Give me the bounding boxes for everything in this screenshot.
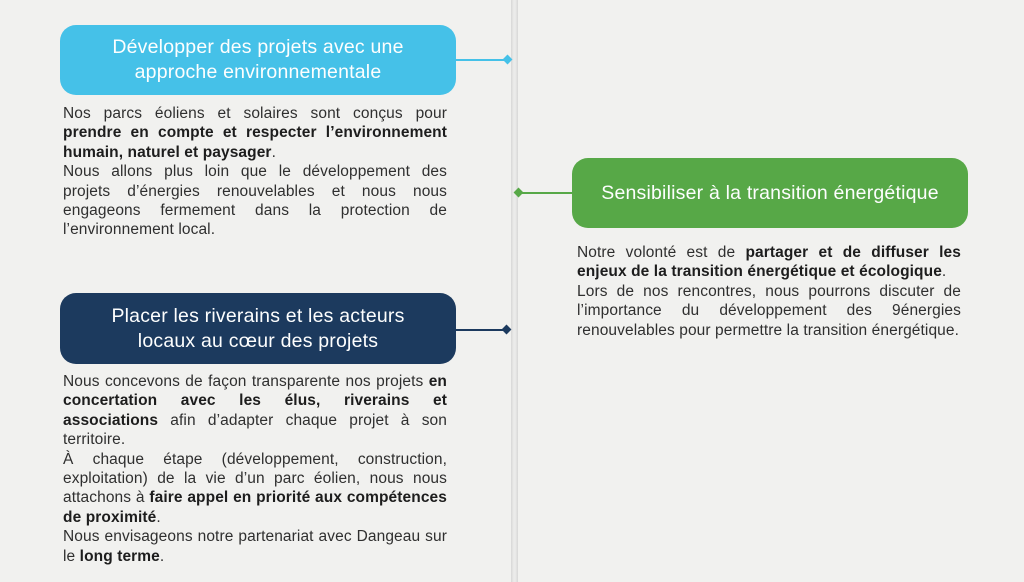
- paragraph: Notre volonté est de partager et de diffuser les enjeux de la transition énergétique et écologique.: [577, 244, 961, 281]
- card-transition-energetique: [572, 158, 968, 228]
- paragraph: Nos parcs éoliens et solaires sont conçus pour prendre en compte et respecter l’environnement humain, naturel et paysager.: [63, 105, 447, 161]
- diamond-marker-icon-navy: [502, 325, 512, 335]
- card-riverains-acteurs-locaux: [60, 293, 456, 364]
- card-body-approche-environnementale: [63, 104, 447, 240]
- paragraph: Nous envisageons notre partenariat avec Dangeau sur le long terme.: [63, 528, 447, 565]
- paragraph: Lors de nos rencontres, nous pourrons discuter de l’importance du développement des 9énergies renouvelables pour permettre la transition énergétique.: [577, 282, 961, 339]
- connector-line-blue: [456, 59, 505, 61]
- connector-line-navy: [456, 329, 504, 331]
- paragraph: À chaque étape (développement, construction, exploitation) de la vie d’un parc éolien, nous nous attachons à faire appel en priorité aux compétences de proximité.: [63, 450, 447, 526]
- connector-line-green: [522, 192, 572, 194]
- card-title-riverains-acteurs-locaux: Placer les riverains et les acteurs locaux au cœur des projets: [111, 304, 405, 352]
- paragraph: Nous concevons de façon transparente nos projets en concertation avec les élus, riverains et associations afin d’adapter chaque projet à son territoire.: [63, 373, 447, 449]
- card-body-transition-energetique: [577, 243, 961, 340]
- vertical-divider: [511, 0, 518, 582]
- card-body-riverains-acteurs-locaux: [63, 372, 447, 566]
- card-title-approche-environnementale: Développer des projets avec une approche environnementale: [112, 36, 404, 83]
- card-approche-environnementale: [60, 25, 456, 95]
- paragraph: Nous allons plus loin que le développement des projets d’énergies renouvelables et nous nous engageons fermement dans la protection de l’environnement local.: [63, 163, 447, 239]
- card-title-transition-energetique: Sensibiliser à la transition énergétique: [601, 181, 939, 204]
